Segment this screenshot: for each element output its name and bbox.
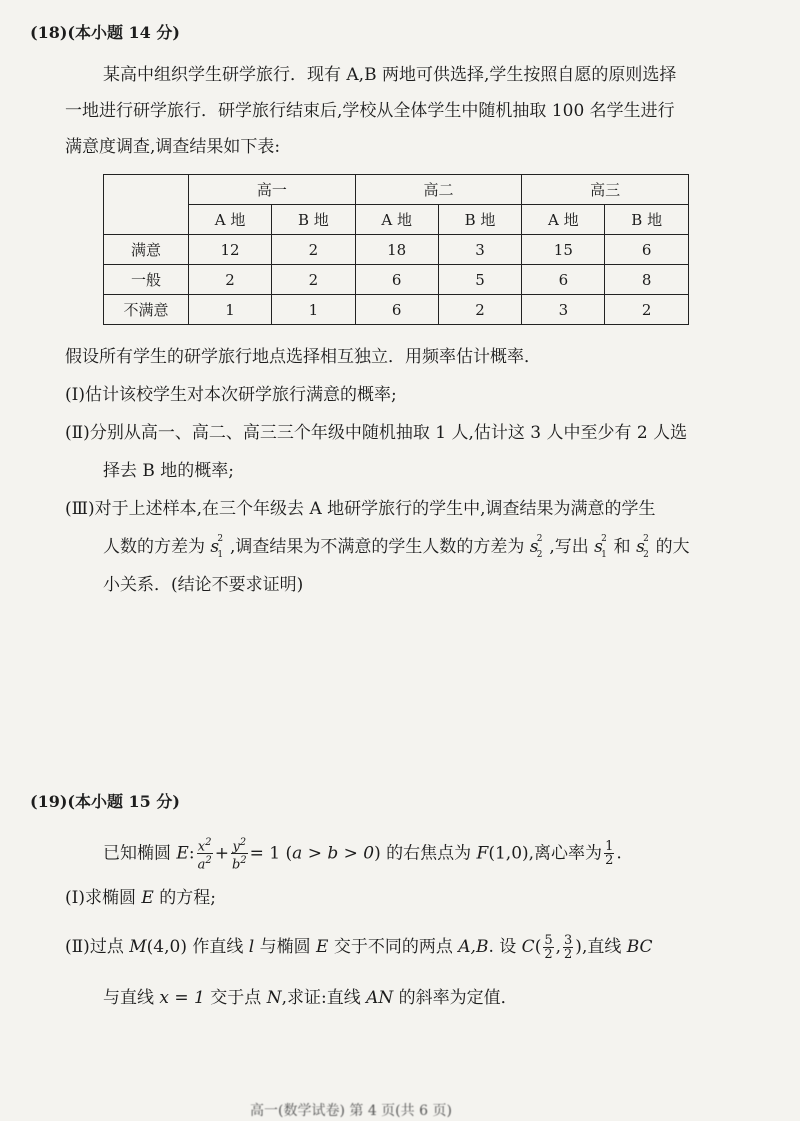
text-span: ,求证:直线 xyxy=(281,988,361,1008)
math-var: b xyxy=(231,857,241,873)
table-cell: 1 xyxy=(272,295,356,325)
q18-intro-line-3: 满意度调查,调查结果如下表: xyxy=(65,137,281,157)
sup: 2 xyxy=(643,534,649,544)
text-span: 已知椭圆 xyxy=(103,843,171,864)
sup: 2 xyxy=(217,534,224,544)
fraction-y2-b2 xyxy=(231,836,248,872)
var-symbol: s xyxy=(210,537,220,557)
text-span: . 设 xyxy=(488,937,517,957)
q18-part-3-line-3: 小关系．(结论不要求证明) xyxy=(103,575,304,595)
text-span: ) 的右焦点为 xyxy=(374,843,472,864)
fraction-eccentricity xyxy=(604,840,614,867)
page-footer: 高一(数学试卷) 第 4 页(共 6 页) xyxy=(250,1103,452,1119)
sub: 1 xyxy=(217,550,224,560)
text-span: (Ⅱ)过点 xyxy=(65,937,124,957)
math-var: BC xyxy=(626,937,653,957)
grade-header: 高一 xyxy=(189,175,356,205)
table-cell: 6 xyxy=(605,235,689,265)
text-span: . xyxy=(616,843,622,864)
row-label: 满意 xyxy=(104,235,189,265)
math-var: a xyxy=(197,857,206,873)
math-var: x xyxy=(197,839,206,855)
q19-header: (19)(本小题 15 分) xyxy=(30,792,180,811)
fraction-c-x xyxy=(543,934,553,961)
denominator: 2 xyxy=(544,947,553,962)
table-header-grades xyxy=(104,175,689,205)
sub: 1 xyxy=(601,550,607,560)
text-span: (1,0) xyxy=(488,843,529,864)
table-row xyxy=(104,265,689,295)
site-header: B 地 xyxy=(438,205,522,235)
text-span: ,离心率为 xyxy=(528,843,603,864)
table-cell: 3 xyxy=(438,235,522,265)
math-var: F xyxy=(476,843,489,864)
table-cell: 6 xyxy=(355,265,438,295)
q18-part-1: (Ⅰ)估计该校学生对本次研学旅行满意的概率; xyxy=(65,385,397,405)
sup: 2 xyxy=(240,855,247,867)
fraction-x2-a2 xyxy=(197,836,213,872)
table-cell: 1 xyxy=(189,295,272,325)
text-span: 作直线 xyxy=(192,937,244,957)
numerator: 5 xyxy=(544,933,553,948)
text-span: = 1 ( xyxy=(249,843,293,864)
table-cell: 12 xyxy=(189,235,272,265)
table-cell: 2 xyxy=(189,265,272,295)
q18-part-3-line-1: (Ⅲ)对于上述样本,在三个年级去 A 地研学旅行的学生中,调查结果为满意的学生 xyxy=(65,499,656,519)
text-span: ,调查结果为不满意的学生人数的方差为 xyxy=(229,537,525,557)
table-cell: 15 xyxy=(522,235,605,265)
math-var: M xyxy=(129,937,147,957)
text-span: (Ⅰ)求椭圆 xyxy=(65,888,136,908)
site-header: B 地 xyxy=(272,205,356,235)
math-var: C xyxy=(521,937,535,957)
variance-s1 xyxy=(210,534,224,560)
sup: 2 xyxy=(239,837,247,848)
sub: 2 xyxy=(643,550,649,560)
q18-part-3-line-2 xyxy=(103,536,690,558)
math-var: E xyxy=(141,888,154,908)
text-span: 和 xyxy=(613,537,631,557)
math-var: l xyxy=(248,937,255,957)
math-var: N xyxy=(266,988,282,1008)
math-equation: x = 1 xyxy=(159,988,205,1008)
text-span: 人数的方差为 xyxy=(103,537,205,557)
q18-part-2-line-1: (Ⅱ)分别从高一、高二、高三三个年级中随机抽取 1 人,估计这 3 人中至少有 2 人选 xyxy=(65,423,688,443)
var-symbol: s xyxy=(636,537,645,557)
site-header: A 地 xyxy=(522,205,605,235)
text-span: 的方程; xyxy=(159,888,216,908)
plus: + xyxy=(214,843,229,864)
sup: 2 xyxy=(536,534,543,544)
numerator: 1 xyxy=(605,839,614,855)
q19-intro: 已知椭圆 E: $\frac{x^2}{a^2}$ + $\frac{y^2}{b^2}$ = 1 (a > b > 0) 的右焦点为 F(1,0),离心率为 $\frac{1}{2}$ . xyxy=(103,837,622,873)
table-row xyxy=(104,295,689,325)
table-row xyxy=(104,235,689,265)
math-var: E xyxy=(316,937,329,957)
text-span: ,直线 xyxy=(581,937,622,957)
row-label: 一般 xyxy=(104,265,189,295)
site-header: A 地 xyxy=(355,205,438,235)
q18-intro-line-2: 一地进行研学旅行．研学旅行结束后,学校从全体学生中随机抽取 100 名学生进行 xyxy=(65,101,675,121)
table-cell: 5 xyxy=(438,265,522,295)
fraction-c-y xyxy=(563,934,573,961)
table-header-sites xyxy=(104,205,689,235)
table-cell: 3 xyxy=(522,295,605,325)
row-label: 不满意 xyxy=(104,295,189,325)
variance-s2 xyxy=(636,534,649,560)
table-cell: 8 xyxy=(605,265,689,295)
table-cell: 6 xyxy=(522,265,605,295)
table-cell: 2 xyxy=(272,265,356,295)
variance-s1 xyxy=(594,534,607,560)
table-cell: 6 xyxy=(355,295,438,325)
grade-header: 高三 xyxy=(522,175,689,205)
sup: 2 xyxy=(205,855,212,867)
text-span: 与椭圆 xyxy=(259,937,311,957)
q18-part-2-line-2: 择去 B 地的概率; xyxy=(103,461,235,481)
denominator: 2 xyxy=(605,853,614,869)
table-cell: 2 xyxy=(605,295,689,325)
text-span: (4,0) xyxy=(146,937,187,957)
sup: 2 xyxy=(205,837,212,848)
text-span: 的大 xyxy=(655,537,690,557)
text-span: 的斜率为定值． xyxy=(398,988,518,1008)
q19-part-1 xyxy=(65,887,216,909)
math-condition: a > b > 0 xyxy=(292,843,375,864)
site-header: A 地 xyxy=(189,205,272,235)
variance-s2 xyxy=(529,534,543,560)
numerator: 3 xyxy=(564,933,573,948)
text-span: 交于点 xyxy=(210,988,262,1008)
text-span: 与直线 xyxy=(103,988,154,1008)
denominator: 2 xyxy=(564,947,573,962)
table-corner-cell xyxy=(104,175,189,235)
math-var: y xyxy=(232,839,240,855)
table-cell: 2 xyxy=(438,295,522,325)
math-var: E xyxy=(176,843,189,864)
math-var: AN xyxy=(366,988,394,1008)
q18-intro-line-1: 某高中组织学生研学旅行．现有 A,B 两地可供选择,学生按照自愿的原则选择 xyxy=(103,65,677,85)
survey-table xyxy=(103,174,689,325)
var-symbol: s xyxy=(594,537,603,557)
sub: 2 xyxy=(536,550,543,560)
grade-header: 高二 xyxy=(355,175,522,205)
site-header: B 地 xyxy=(605,205,689,235)
table-cell: 2 xyxy=(272,235,356,265)
q19-part-2-line-2 xyxy=(103,987,518,1009)
q19-part-2-line-1: (Ⅱ)过点 M(4,0) 作直线 l 与椭圆 E 交于不同的两点 A,B. 设 C( $\frac{5}{2}$ , $\frac{3}{2}$ ),直线 BC xyxy=(65,933,653,962)
math-var: A,B xyxy=(458,937,489,957)
table-cell: 18 xyxy=(355,235,438,265)
text-span: ,写出 xyxy=(549,537,589,557)
q18-assumption: 假设所有学生的研学旅行地点选择相互独立．用频率估计概率． xyxy=(65,347,541,367)
var-symbol: s xyxy=(529,537,539,557)
q18-header: (18)(本小题 14 分) xyxy=(30,23,180,42)
sup: 2 xyxy=(601,534,607,544)
text-span: 交于不同的两点 xyxy=(333,937,453,957)
